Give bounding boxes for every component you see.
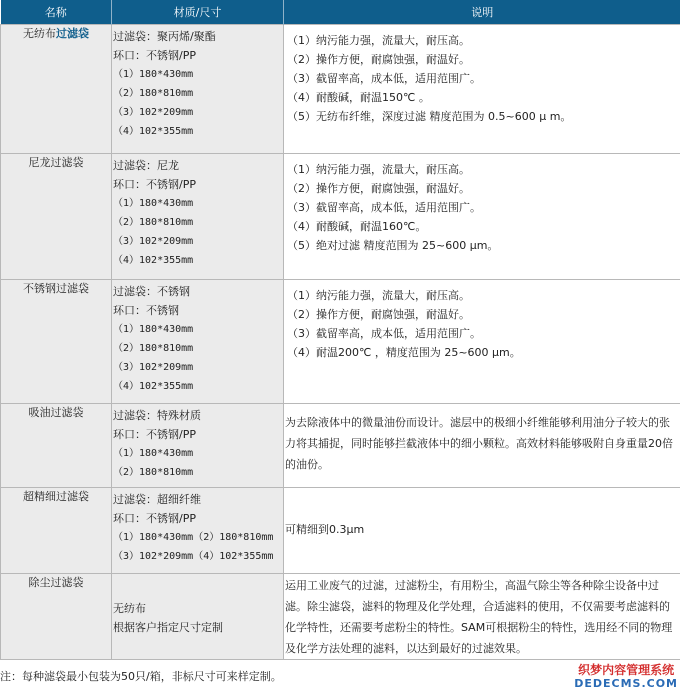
table-row — [1, 488, 680, 574]
size-line: （1）180*430mm — [113, 324, 194, 335]
desc-paragraph: 为去除液体中的微量油份而设计。滤层中的极细小纤维能够利用油分子较大的张力将其捕捉，同时能够拦截液体中的细小颗粒。高效材料能够吸附自身重量20倍的油份。 — [285, 416, 673, 471]
desc-line: （2）操作方便，耐腐蚀强，耐温好。 — [287, 53, 470, 66]
material-line: 环口：不锈钢/PP — [113, 49, 196, 62]
material-cell — [112, 280, 284, 404]
desc-line: （3）截留率高，成本低，适用范围广。 — [287, 72, 481, 85]
description-cell — [284, 574, 680, 660]
description-cell — [284, 280, 680, 404]
table-row — [1, 154, 680, 280]
material-line: 过滤袋：尼龙 — [113, 159, 179, 172]
desc-line: （2）操作方便，耐腐蚀强，耐温好。 — [287, 308, 470, 321]
desc-line: （1）纳污能力强，流量大，耐压高。 — [287, 34, 470, 47]
table-row — [1, 574, 680, 660]
description-cell — [284, 25, 680, 154]
desc-paragraph: 可精细到0.3μm — [285, 522, 365, 536]
size-line: （3）102*209mm — [113, 362, 194, 373]
table-row — [1, 404, 680, 488]
desc-line: （3）截留率高，成本低，适用范围广。 — [287, 327, 481, 340]
product-name-nylon: 尼龙过滤袋 — [1, 154, 112, 280]
size-line: （1）180*430mm — [113, 448, 194, 459]
material-cell — [112, 25, 284, 154]
name-highlight: 过滤袋 — [56, 27, 89, 40]
desc-line: （4）耐酸碱，耐温160℃。 — [287, 220, 427, 233]
material-cell — [112, 574, 284, 660]
watermark-line-1: 织梦内容管理系统 — [578, 663, 675, 677]
size-line: （4）102*355mm — [113, 126, 194, 137]
material-line: 过滤袋：超细纤维 — [113, 493, 201, 506]
size-line: （4）102*355mm — [113, 381, 194, 392]
desc-line: （3）截留率高，成本低，适用范围广。 — [287, 201, 481, 214]
product-name-dust: 除尘过滤袋 — [1, 574, 112, 660]
material-cell — [112, 488, 284, 574]
description-cell — [284, 488, 680, 574]
size-line: （1）180*430mm（2）180*810mm — [113, 532, 274, 543]
footnote: 注：每种滤袋最小包装为50只/箱，非标尺寸可来样定制。 — [0, 670, 282, 683]
material-line: 环口：不锈钢/PP — [113, 512, 196, 525]
material-line: 环口：不锈钢/PP — [113, 428, 196, 441]
material-line: 无纺布 — [113, 601, 146, 615]
product-name-nonwoven: 无纺布过滤袋 — [1, 25, 112, 154]
material-cell — [112, 154, 284, 280]
material-line: 过滤袋：特殊材质 — [113, 409, 201, 422]
material-cell — [112, 404, 284, 488]
material-line: 环口：不锈钢 — [113, 304, 179, 317]
desc-line: （5）无纺布纤维，深度过滤 精度范围为 0.5~600 μ m。 — [287, 110, 572, 123]
material-line: 根据客户指定尺寸定制 — [113, 620, 223, 634]
desc-line: （1）纳污能力强，流量大，耐压高。 — [287, 289, 470, 302]
watermark-line-2: DEDECMS.COM — [574, 677, 678, 690]
product-name-oil-absorbing: 吸油过滤袋 — [1, 404, 112, 488]
material-line: 过滤袋：不锈钢 — [113, 285, 190, 298]
size-line: （3）102*209mm — [113, 236, 194, 247]
size-line: （3）102*209mm（4）102*355mm — [113, 551, 274, 562]
material-line: 环口：不锈钢/PP — [113, 178, 196, 191]
size-line: （2）180*810mm — [113, 343, 194, 354]
product-name-ultrafine: 超精细过滤袋 — [1, 488, 112, 574]
table-row — [1, 280, 680, 404]
desc-line: （5）绝对过滤 精度范围为 25~600 μm。 — [287, 239, 499, 252]
header-material: 材质/尺寸 — [112, 0, 284, 25]
material-line: 过滤袋：聚丙烯/聚酯 — [113, 30, 216, 43]
description-cell — [284, 404, 680, 488]
product-name-stainless: 不锈钢过滤袋 — [1, 280, 112, 404]
header-name: 名称 — [1, 0, 112, 25]
size-line: （2）180*810mm — [113, 217, 194, 228]
header-description: 说明 — [284, 0, 680, 25]
table-header-row — [1, 0, 680, 25]
size-line: （3）102*209mm — [113, 107, 194, 118]
desc-line: （2）操作方便，耐腐蚀强，耐温好。 — [287, 182, 470, 195]
watermark-logo — [574, 663, 678, 691]
desc-paragraph: 运用工业废气的过滤，过滤粉尘，有用粉尘，高温气除尘等各种除尘设备中过滤。除尘滤袋，滤料的物理及化学处理，合适滤料的使用，不仅需要考虑滤料的化学特性，还需要考虑粉尘的特性。SAM可根据粉尘的特性，选用经不同的物理及化学方法处理的滤料，以达到最好的过滤效果。 — [285, 579, 673, 655]
size-line: （1）180*430mm — [113, 198, 194, 209]
size-line: （2）180*810mm — [113, 88, 194, 99]
desc-line: （4）耐酸碱，耐温150℃ 。 — [287, 91, 430, 104]
size-line: （4）102*355mm — [113, 255, 194, 266]
desc-line: （1）纳污能力强，流量大，耐压高。 — [287, 163, 470, 176]
size-line: （1）180*430mm — [113, 69, 194, 80]
table-row — [1, 25, 680, 154]
desc-line: （4）耐温200℃ ，精度范围为 25~600 μm。 — [287, 346, 521, 359]
size-line: （2）180*810mm — [113, 467, 194, 478]
description-cell — [284, 154, 680, 280]
